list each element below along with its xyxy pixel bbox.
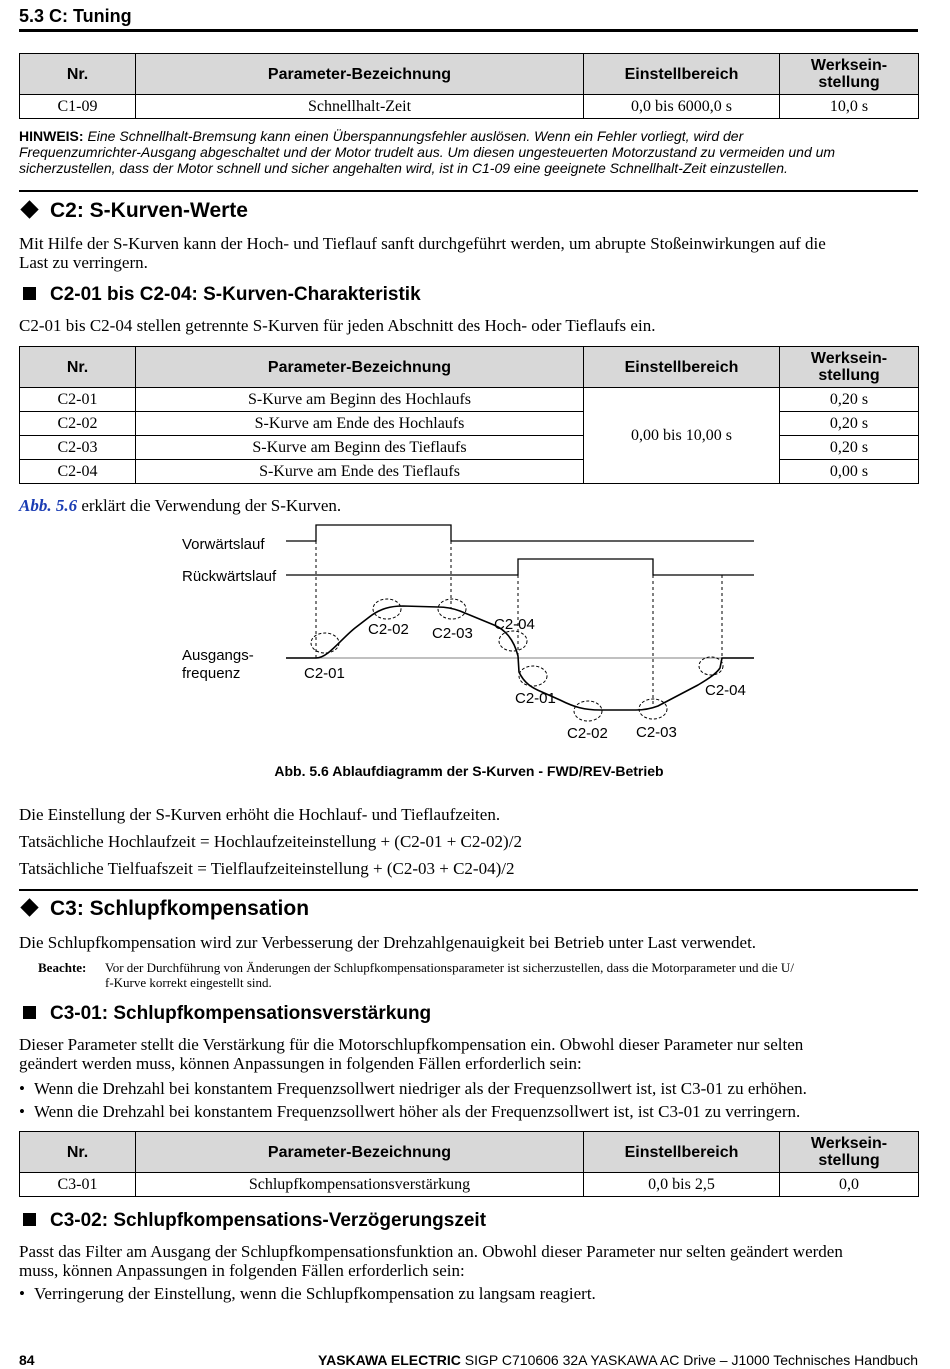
note-label: Beachte: (38, 960, 87, 975)
table-header-row (20, 54, 919, 95)
cell-default: 0,20 s (780, 388, 919, 412)
label-c2-02-a: C2-02 (368, 621, 409, 638)
marker-c2-01-a (311, 633, 339, 653)
label-forward-run: Vorwärtslauf (182, 536, 265, 553)
c3-01-text: Dieser Parameter stellt die Verstärkung für die Motorschlupfkompensation ein. Obwohl dieser Parameter nur selten geändert werden muss, können Anpassungen in folgenden Fällen erforderlich sein: (19, 1035, 804, 1073)
label-c2-02-b: C2-02 (567, 725, 608, 742)
cell-name: Schlupfkompensationsverstärkung (136, 1173, 584, 1197)
table-header-row (20, 347, 919, 388)
square-bullet-icon (23, 287, 36, 300)
cell-nr: C3-01 (20, 1173, 136, 1197)
table-row (20, 388, 919, 412)
cell-default: 10,0 s (780, 95, 919, 119)
header-default: Werksein- stellung (780, 347, 919, 388)
header-name: Parameter-Bezeichnung (136, 347, 584, 388)
parameter-table-c1 (19, 53, 919, 119)
label-output-frequency-2: frequenz (182, 665, 241, 682)
cell-range: 0,0 bis 6000,0 s (584, 95, 780, 119)
page-number: 84 (19, 1352, 35, 1368)
cell-range: 0,0 bis 2,5 (584, 1173, 780, 1197)
header-name: Parameter-Bezeichnung (136, 54, 584, 95)
table-row (20, 412, 919, 436)
list-item: • Wenn die Drehzahl bei konstantem Frequenzsollwert höher als der Frequenzsollwert ist, ist C3-01 zu verringern. (19, 1102, 801, 1121)
cell-range: 0,00 bis 10,00 s (584, 388, 780, 484)
page-header-title: 5.3 C: Tuning (19, 6, 132, 26)
c3-note: Beachte: Vor der Durchführung von Änderungen der Schlupfkompensationsparameter ist sicherzustellen, dass die Motorparameter und die U/ f-Kurve korrekt eingestellt sind. (38, 960, 794, 990)
cell-name: S-Kurve am Ende des Hochlaufs (136, 412, 584, 436)
table-row (20, 95, 919, 119)
cell-name: Schnellhalt-Zeit (136, 95, 584, 119)
c2-sub-text: C2-01 bis C2-04 stellen getrennte S-Kurven für jeden Abschnitt des Hoch- oder Tieflaufs ein. (19, 316, 656, 335)
table-header-row (20, 1132, 919, 1173)
subsection-title-c3-01: C3-01: Schlupfkompensationsverstärkung (21, 1003, 431, 1025)
section-title-c3: C3: Schlupfkompensation (21, 897, 309, 921)
parameter-table-c2 (19, 346, 919, 484)
label-c2-01-a: C2-01 (304, 665, 345, 682)
subsection-title-c3-02: C3-02: Schlupfkompensations-Verzögerungszeit (21, 1210, 486, 1232)
label-reverse-run: Rückwärtslauf (182, 568, 277, 585)
marker-c2-01-b (519, 666, 547, 686)
cell-name: S-Kurve am Ende des Tieflaufs (136, 460, 584, 484)
marker-c2-04-b (699, 657, 723, 675)
header-range: Einstellbereich (584, 347, 780, 388)
header-default: Werksein- stellung (780, 1132, 919, 1173)
cell-default: 0,20 s (780, 436, 919, 460)
footer-brand: YASKAWA ELECTRIC (318, 1352, 461, 1368)
list-item: • Verringerung der Einstellung, wenn die Schlupfkompensation zu langsam reagiert. (19, 1284, 596, 1303)
parameter-table-c3 (19, 1131, 919, 1197)
c3-01-bullets (19, 1077, 929, 1123)
table-row (20, 460, 919, 484)
header-default: Werksein- stellung (780, 54, 919, 95)
figure-reference: Abb. 5.6 erklärt die Verwendung der S-Kurven. (19, 496, 342, 515)
label-c2-03-b: C2-03 (636, 724, 677, 741)
square-bullet-icon (23, 1213, 36, 1226)
label-c2-04-a: C2-04 (494, 616, 535, 633)
header-name: Parameter-Bezeichnung (136, 1132, 584, 1173)
hinweis-note: HINWEIS: Eine Schnellhalt-Bremsung kann einen Überspannungsfehler auslösen. Wenn ein Fehler vorliegt, wird der Frequenzumrichter-Ausgang abgeschaltet und der Motor trudelt aus. Um diesen ungesteuerten Motorzustand zu vermeiden und um sicherzustellen, dass der Motor schnell und sicher angehalten wird, ist in C1-09 eine geeignete Schnellhalt-Zeit einzustellen. (19, 128, 836, 176)
cell-default: 0,00 s (780, 460, 919, 484)
table-row (20, 436, 919, 460)
label-c2-04-b: C2-04 (705, 682, 746, 699)
c3-02-text: Passt das Filter am Ausgang der Schlupfkompensationsfunktion an. Obwohl dieser Parameter nur selten geändert werden muss, können Anpassungen in folgenden Fällen erforderlich sein: (19, 1242, 843, 1280)
figure-link[interactable]: Abb. 5.6 (19, 496, 78, 515)
header-range: Einstellbereich (584, 54, 780, 95)
s-curve-timing-diagram (0, 515, 950, 760)
header-nr: Nr. (20, 1132, 136, 1173)
cell-nr: C1-09 (20, 95, 136, 119)
header-nr: Nr. (20, 347, 136, 388)
c2-intro: Mit Hilfe der S-Kurven kann der Hoch- und Tieflauf sanft durchgeführt werden, um abrupte Stoßeinwirkungen auf die Last zu verringern. (19, 234, 826, 272)
label-output-frequency-1: Ausgangs- (182, 647, 254, 664)
header-range: Einstellbereich (584, 1132, 780, 1173)
label-c2-01-b: C2-01 (515, 690, 556, 707)
diamond-icon (20, 898, 38, 916)
section-rule-c2 (19, 190, 918, 192)
subsection-title-c2-01: C2-01 bis C2-04: S-Kurven-Charakteristik (21, 284, 421, 306)
diamond-icon (20, 200, 38, 218)
label-c2-03-a: C2-03 (432, 625, 473, 642)
figure-caption: Abb. 5.6 Ablaufdiagramm der S-Kurven - FWD/REV-Betrieb (274, 763, 664, 779)
section-title-c2: C2: S-Kurven-Werte (21, 199, 248, 223)
cell-name: S-Kurve am Beginn des Hochlaufs (136, 388, 584, 412)
list-item: • Wenn die Drehzahl bei konstantem Frequenzsollwert niedriger als der Frequenzsollwert ist, ist C3-01 zu erhöhen. (19, 1079, 807, 1098)
cell-nr: C2-02 (20, 412, 136, 436)
forward-run-signal (286, 525, 754, 541)
s-curve-time-notes: Die Einstellung der S-Kurven erhöht die Hochlauf- und Tieflaufzeiten. Tatsächliche Hochlaufzeit = Hochlaufzeiteinstellung + (C2-01 + C2-02)/2 Tatsächliche Tielfuafszeit = Tielflaufzeiteinstellung + (C2-03 + C2-04)/2 (19, 805, 522, 878)
marker-c2-02-b (574, 701, 602, 721)
cell-nr: C2-01 (20, 388, 136, 412)
cell-name: S-Kurve am Beginn des Tieflaufs (136, 436, 584, 460)
table-row (20, 1173, 919, 1197)
hinweis-label: HINWEIS: (19, 128, 84, 144)
cell-nr: C2-03 (20, 436, 136, 460)
cell-default: 0,20 s (780, 412, 919, 436)
footer-document-info: YASKAWA ELECTRIC SIGP C710606 32A YASKAWA AC Drive – J1000 Technisches Handbuch (318, 1352, 918, 1368)
marker-c2-02-a (373, 599, 401, 619)
cell-default: 0,0 (780, 1173, 919, 1197)
section-rule-c3 (19, 889, 918, 891)
reverse-run-signal (286, 559, 754, 575)
header-nr: Nr. (20, 54, 136, 95)
square-bullet-icon (23, 1006, 36, 1019)
c3-intro: Die Schlupfkompensation wird zur Verbesserung der Drehzahlgenauigkeit bei Betrieb unter Last verwendet. (19, 933, 757, 952)
cell-nr: C2-04 (20, 460, 136, 484)
header-rule (19, 29, 918, 32)
c3-02-bullets (19, 1284, 929, 1303)
